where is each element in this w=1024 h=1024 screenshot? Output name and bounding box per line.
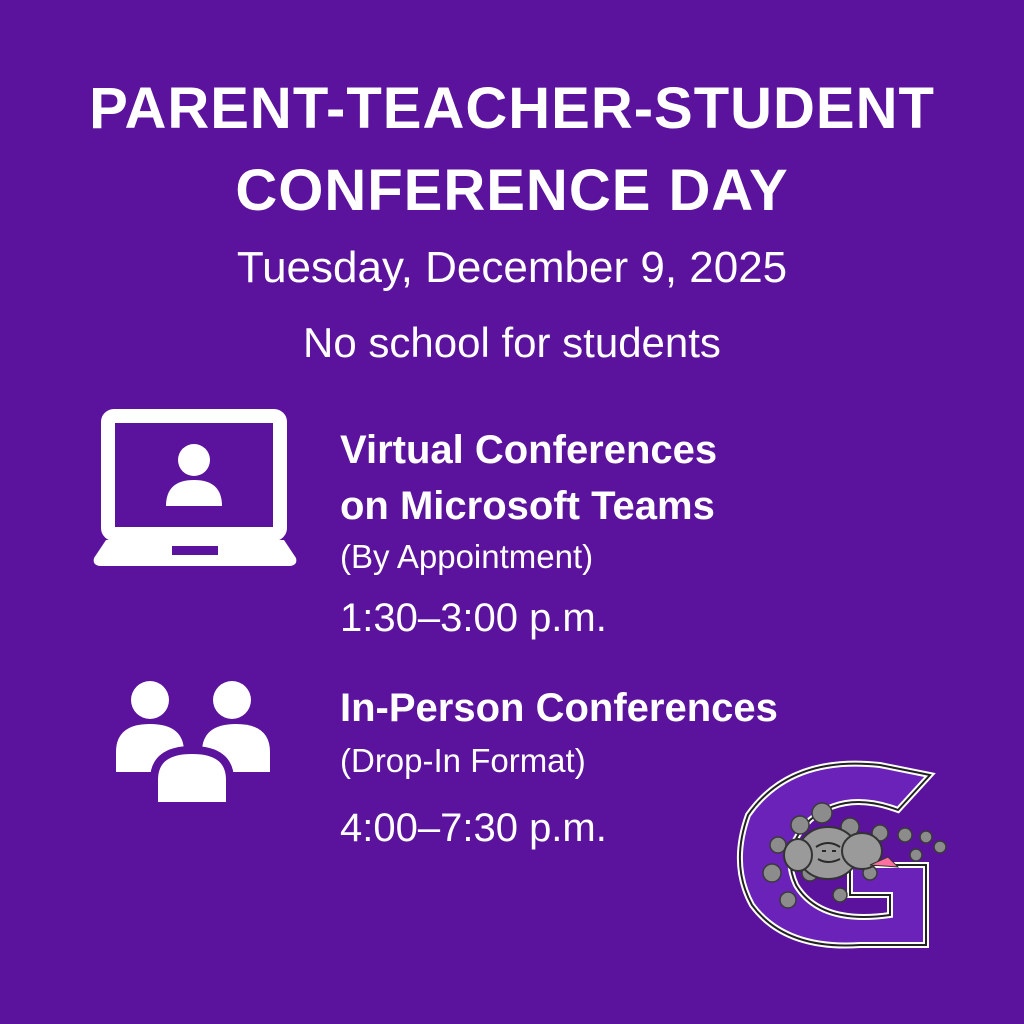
virtual-format: (By Appointment): [340, 538, 594, 575]
in-person-format: (Drop-In Format): [340, 742, 586, 779]
no-school-notice: No school for students: [303, 319, 721, 366]
title-line-1: PARENT-TEACHER-STUDENT: [89, 76, 935, 141]
virtual-heading-line-1: Virtual Conferences: [340, 428, 718, 472]
virtual-heading-line-2: on Microsoft Teams: [340, 484, 715, 528]
in-person-heading: In-Person Conferences: [340, 686, 778, 730]
laptop-person-icon: [90, 408, 300, 573]
virtual-time: 1:30–3:00 p.m.: [340, 596, 607, 640]
group-people-icon: [112, 680, 274, 805]
title-line-2: CONFERENCE DAY: [235, 158, 789, 223]
school-logo-icon: [730, 755, 955, 950]
event-date: Tuesday, December 9, 2025: [236, 243, 788, 292]
in-person-time: 4:00–7:30 p.m.: [340, 806, 607, 850]
